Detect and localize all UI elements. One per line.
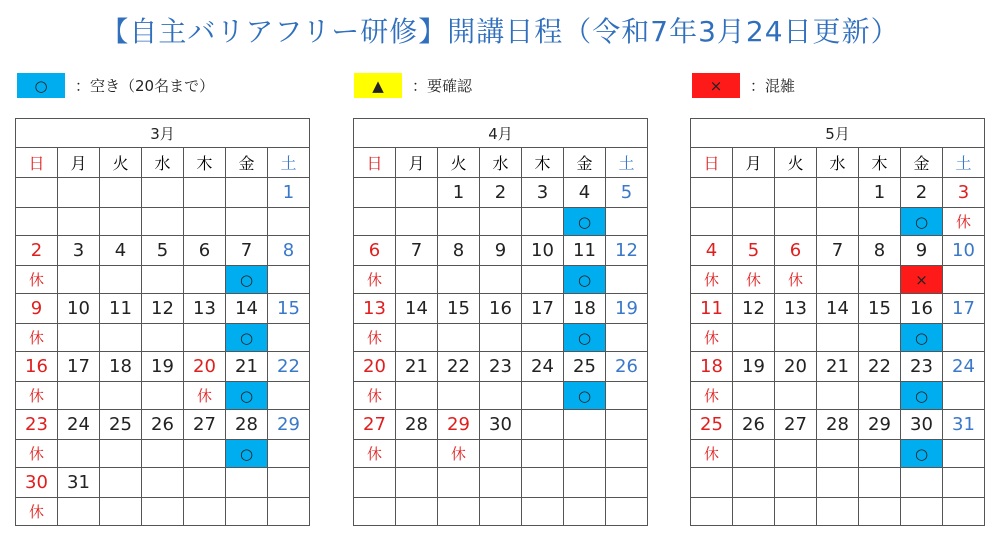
day-number bbox=[396, 178, 438, 208]
day-status bbox=[606, 266, 648, 294]
day-number: 10 bbox=[58, 294, 100, 324]
day-number: 20 bbox=[184, 352, 226, 382]
day-number: 27 bbox=[184, 410, 226, 440]
day-number: 12 bbox=[606, 236, 648, 266]
day-number: 9 bbox=[480, 236, 522, 266]
day-number: 6 bbox=[184, 236, 226, 266]
day-number: 13 bbox=[184, 294, 226, 324]
day-number: 23 bbox=[16, 410, 58, 440]
day-number: 5 bbox=[142, 236, 184, 266]
holiday-marker: 休 bbox=[354, 440, 396, 468]
weekday-header: 水 bbox=[817, 148, 859, 178]
available-slot: ○ bbox=[226, 382, 268, 410]
weekday-header: 金 bbox=[226, 148, 268, 178]
day-status bbox=[184, 498, 226, 526]
day-number: 22 bbox=[438, 352, 480, 382]
day-status bbox=[226, 498, 268, 526]
day-number: 29 bbox=[859, 410, 901, 440]
day-number: 1 bbox=[268, 178, 310, 208]
holiday-marker: 休 bbox=[691, 382, 733, 410]
available-slot: ○ bbox=[564, 266, 606, 294]
day-number: 30 bbox=[480, 410, 522, 440]
day-number: 18 bbox=[564, 294, 606, 324]
holiday-marker: 休 bbox=[438, 440, 480, 468]
available-slot: ○ bbox=[901, 440, 943, 468]
holiday-marker: 休 bbox=[943, 208, 985, 236]
day-status bbox=[184, 266, 226, 294]
day-status bbox=[733, 382, 775, 410]
day-number: 19 bbox=[142, 352, 184, 382]
day-status bbox=[268, 382, 310, 410]
day-status bbox=[396, 324, 438, 352]
weekday-header: 土 bbox=[268, 148, 310, 178]
day-number bbox=[100, 468, 142, 498]
holiday-marker: 休 bbox=[733, 266, 775, 294]
day-number: 7 bbox=[226, 236, 268, 266]
day-status bbox=[16, 208, 58, 236]
holiday-marker: 休 bbox=[354, 324, 396, 352]
day-number bbox=[859, 468, 901, 498]
day-status bbox=[606, 208, 648, 236]
weekday-header: 月 bbox=[396, 148, 438, 178]
day-number: 5 bbox=[606, 178, 648, 208]
day-status bbox=[775, 498, 817, 526]
day-status bbox=[268, 208, 310, 236]
weekday-header: 水 bbox=[480, 148, 522, 178]
day-status bbox=[396, 208, 438, 236]
day-status bbox=[142, 498, 184, 526]
day-number: 31 bbox=[58, 468, 100, 498]
day-status bbox=[817, 440, 859, 468]
weekday-header: 日 bbox=[16, 148, 58, 178]
day-number: 16 bbox=[901, 294, 943, 324]
day-number: 22 bbox=[268, 352, 310, 382]
day-status bbox=[775, 440, 817, 468]
available-slot: ○ bbox=[564, 208, 606, 236]
day-number: 18 bbox=[691, 352, 733, 382]
page-title: 【自主バリアフリー研修】開講日程（令和7年3月24日更新） bbox=[100, 15, 900, 48]
day-number: 6 bbox=[354, 236, 396, 266]
day-number: 24 bbox=[522, 352, 564, 382]
available-slot: ○ bbox=[901, 208, 943, 236]
day-status bbox=[438, 382, 480, 410]
weekday-header: 土 bbox=[606, 148, 648, 178]
day-number: 14 bbox=[396, 294, 438, 324]
day-number: 19 bbox=[606, 294, 648, 324]
legend-check-label: ：要確認 bbox=[412, 77, 473, 95]
day-number bbox=[775, 178, 817, 208]
day-number: 22 bbox=[859, 352, 901, 382]
day-number: 13 bbox=[354, 294, 396, 324]
day-status bbox=[142, 208, 184, 236]
day-status bbox=[184, 440, 226, 468]
day-number: 21 bbox=[396, 352, 438, 382]
day-number bbox=[817, 178, 859, 208]
day-status bbox=[943, 266, 985, 294]
day-number bbox=[184, 468, 226, 498]
day-number: 19 bbox=[733, 352, 775, 382]
day-number: 2 bbox=[901, 178, 943, 208]
day-status bbox=[142, 382, 184, 410]
available-slot: ○ bbox=[226, 324, 268, 352]
day-number: 4 bbox=[691, 236, 733, 266]
day-status bbox=[733, 498, 775, 526]
weekday-header: 日 bbox=[354, 148, 396, 178]
day-number: 11 bbox=[691, 294, 733, 324]
day-number: 3 bbox=[522, 178, 564, 208]
weekday-header: 月 bbox=[58, 148, 100, 178]
holiday-marker: 休 bbox=[354, 266, 396, 294]
day-status bbox=[564, 498, 606, 526]
day-number bbox=[354, 178, 396, 208]
day-number bbox=[396, 468, 438, 498]
day-number: 14 bbox=[226, 294, 268, 324]
day-status bbox=[100, 498, 142, 526]
available-slot: ○ bbox=[901, 382, 943, 410]
day-status bbox=[58, 498, 100, 526]
day-status bbox=[58, 324, 100, 352]
crowded-slot: × bbox=[901, 266, 943, 294]
day-status bbox=[733, 440, 775, 468]
available-slot: ○ bbox=[564, 324, 606, 352]
day-number bbox=[522, 410, 564, 440]
day-status bbox=[775, 208, 817, 236]
day-number: 8 bbox=[438, 236, 480, 266]
day-number bbox=[438, 468, 480, 498]
day-status bbox=[438, 498, 480, 526]
day-number: 25 bbox=[691, 410, 733, 440]
day-status bbox=[480, 208, 522, 236]
day-number: 29 bbox=[438, 410, 480, 440]
day-number: 29 bbox=[268, 410, 310, 440]
day-number: 4 bbox=[564, 178, 606, 208]
day-number: 23 bbox=[901, 352, 943, 382]
day-number: 27 bbox=[354, 410, 396, 440]
day-number: 24 bbox=[58, 410, 100, 440]
weekday-header: 木 bbox=[859, 148, 901, 178]
day-number bbox=[606, 410, 648, 440]
available-slot: ○ bbox=[901, 324, 943, 352]
day-number: 12 bbox=[142, 294, 184, 324]
day-number: 8 bbox=[859, 236, 901, 266]
weekday-header: 火 bbox=[100, 148, 142, 178]
day-number bbox=[226, 178, 268, 208]
day-status bbox=[438, 266, 480, 294]
day-number: 21 bbox=[817, 352, 859, 382]
day-status bbox=[100, 440, 142, 468]
day-status bbox=[58, 440, 100, 468]
day-status bbox=[943, 498, 985, 526]
day-number: 11 bbox=[564, 236, 606, 266]
day-status bbox=[817, 266, 859, 294]
day-number: 13 bbox=[775, 294, 817, 324]
day-number: 20 bbox=[775, 352, 817, 382]
day-number: 9 bbox=[901, 236, 943, 266]
day-status bbox=[606, 382, 648, 410]
day-number bbox=[142, 468, 184, 498]
day-number: 4 bbox=[100, 236, 142, 266]
day-status bbox=[354, 208, 396, 236]
day-number bbox=[226, 468, 268, 498]
day-status bbox=[817, 208, 859, 236]
weekday-header: 土 bbox=[943, 148, 985, 178]
day-status bbox=[354, 498, 396, 526]
day-status bbox=[859, 440, 901, 468]
day-status bbox=[733, 324, 775, 352]
day-number: 16 bbox=[16, 352, 58, 382]
day-status bbox=[396, 266, 438, 294]
day-status bbox=[396, 382, 438, 410]
holiday-marker: 休 bbox=[354, 382, 396, 410]
day-status bbox=[58, 208, 100, 236]
day-status bbox=[859, 498, 901, 526]
holiday-marker: 休 bbox=[16, 382, 58, 410]
day-number: 30 bbox=[901, 410, 943, 440]
available-slot: ○ bbox=[226, 266, 268, 294]
day-status bbox=[480, 266, 522, 294]
day-number: 3 bbox=[943, 178, 985, 208]
day-status bbox=[480, 498, 522, 526]
day-number bbox=[691, 178, 733, 208]
day-number: 7 bbox=[817, 236, 859, 266]
weekday-header: 水 bbox=[142, 148, 184, 178]
day-status bbox=[859, 382, 901, 410]
day-number: 30 bbox=[16, 468, 58, 498]
day-status bbox=[100, 266, 142, 294]
day-status bbox=[268, 266, 310, 294]
day-number: 1 bbox=[438, 178, 480, 208]
day-number bbox=[100, 178, 142, 208]
holiday-marker: 休 bbox=[691, 266, 733, 294]
day-status bbox=[268, 440, 310, 468]
weekday-header: 木 bbox=[184, 148, 226, 178]
day-number bbox=[775, 468, 817, 498]
day-number bbox=[184, 178, 226, 208]
day-number bbox=[817, 468, 859, 498]
day-status bbox=[268, 324, 310, 352]
day-status bbox=[480, 382, 522, 410]
day-number bbox=[733, 178, 775, 208]
day-status bbox=[564, 440, 606, 468]
day-number: 14 bbox=[817, 294, 859, 324]
day-status bbox=[606, 498, 648, 526]
day-number: 11 bbox=[100, 294, 142, 324]
month-header: 3月 bbox=[16, 119, 310, 148]
day-number: 15 bbox=[859, 294, 901, 324]
day-number bbox=[564, 468, 606, 498]
day-status bbox=[438, 324, 480, 352]
available-slot: ○ bbox=[226, 440, 268, 468]
day-number: 16 bbox=[480, 294, 522, 324]
day-number bbox=[354, 468, 396, 498]
day-status bbox=[817, 382, 859, 410]
day-number: 12 bbox=[733, 294, 775, 324]
day-number: 31 bbox=[943, 410, 985, 440]
holiday-marker: 休 bbox=[691, 324, 733, 352]
day-status bbox=[100, 324, 142, 352]
day-status bbox=[184, 324, 226, 352]
day-number: 18 bbox=[100, 352, 142, 382]
weekday-header: 月 bbox=[733, 148, 775, 178]
day-status bbox=[859, 208, 901, 236]
day-number bbox=[943, 468, 985, 498]
day-number: 15 bbox=[268, 294, 310, 324]
day-number: 17 bbox=[943, 294, 985, 324]
day-status bbox=[522, 498, 564, 526]
day-status bbox=[142, 440, 184, 468]
day-number: 2 bbox=[16, 236, 58, 266]
day-status bbox=[58, 266, 100, 294]
legend-available bbox=[17, 72, 214, 99]
day-status bbox=[943, 324, 985, 352]
weekday-header: 木 bbox=[522, 148, 564, 178]
holiday-marker: 休 bbox=[16, 440, 58, 468]
day-number bbox=[58, 178, 100, 208]
day-status bbox=[100, 382, 142, 410]
month-header: 5月 bbox=[691, 119, 985, 148]
day-status bbox=[943, 382, 985, 410]
day-number: 28 bbox=[396, 410, 438, 440]
day-number: 8 bbox=[268, 236, 310, 266]
day-number: 26 bbox=[142, 410, 184, 440]
day-number bbox=[901, 468, 943, 498]
weekday-header: 火 bbox=[438, 148, 480, 178]
day-number: 26 bbox=[733, 410, 775, 440]
day-status bbox=[142, 324, 184, 352]
day-number bbox=[480, 468, 522, 498]
day-number: 17 bbox=[58, 352, 100, 382]
day-status bbox=[396, 440, 438, 468]
day-status bbox=[943, 440, 985, 468]
day-status bbox=[859, 324, 901, 352]
day-status bbox=[226, 208, 268, 236]
day-status bbox=[142, 266, 184, 294]
day-status bbox=[480, 440, 522, 468]
day-number: 7 bbox=[396, 236, 438, 266]
day-status bbox=[901, 498, 943, 526]
day-number: 10 bbox=[522, 236, 564, 266]
day-number: 10 bbox=[943, 236, 985, 266]
day-status bbox=[58, 382, 100, 410]
day-status bbox=[522, 382, 564, 410]
holiday-marker: 休 bbox=[16, 324, 58, 352]
day-number bbox=[691, 468, 733, 498]
day-number bbox=[522, 468, 564, 498]
day-number: 28 bbox=[817, 410, 859, 440]
holiday-marker: 休 bbox=[184, 382, 226, 410]
crowded-swatch: × bbox=[692, 73, 740, 98]
day-status bbox=[775, 324, 817, 352]
day-status bbox=[522, 440, 564, 468]
check-swatch: ▲ bbox=[354, 73, 402, 98]
day-status bbox=[268, 498, 310, 526]
calendar-april bbox=[353, 118, 648, 526]
legend-crowded-label: ：混雑 bbox=[750, 77, 796, 95]
holiday-marker: 休 bbox=[691, 440, 733, 468]
day-status bbox=[184, 208, 226, 236]
available-slot: ○ bbox=[564, 382, 606, 410]
day-number bbox=[606, 468, 648, 498]
day-number: 3 bbox=[58, 236, 100, 266]
day-number: 2 bbox=[480, 178, 522, 208]
day-status bbox=[438, 208, 480, 236]
holiday-marker: 休 bbox=[16, 266, 58, 294]
legend-crowded bbox=[692, 72, 795, 99]
day-number: 21 bbox=[226, 352, 268, 382]
day-number: 26 bbox=[606, 352, 648, 382]
available-swatch: ○ bbox=[17, 73, 65, 98]
day-status bbox=[480, 324, 522, 352]
day-number: 25 bbox=[100, 410, 142, 440]
calendar-may bbox=[690, 118, 985, 526]
day-status bbox=[100, 208, 142, 236]
day-status bbox=[606, 440, 648, 468]
month-header: 4月 bbox=[354, 119, 648, 148]
day-status bbox=[522, 324, 564, 352]
weekday-header: 金 bbox=[564, 148, 606, 178]
day-status bbox=[859, 266, 901, 294]
day-status bbox=[522, 266, 564, 294]
day-number bbox=[142, 178, 184, 208]
day-status bbox=[817, 324, 859, 352]
day-number: 28 bbox=[226, 410, 268, 440]
day-number: 17 bbox=[522, 294, 564, 324]
day-status bbox=[522, 208, 564, 236]
day-number: 27 bbox=[775, 410, 817, 440]
day-number bbox=[564, 410, 606, 440]
day-status bbox=[691, 498, 733, 526]
legend-check bbox=[354, 72, 472, 99]
day-status bbox=[775, 382, 817, 410]
day-number: 23 bbox=[480, 352, 522, 382]
day-number bbox=[16, 178, 58, 208]
day-status bbox=[817, 498, 859, 526]
day-number: 1 bbox=[859, 178, 901, 208]
weekday-header: 日 bbox=[691, 148, 733, 178]
day-number: 9 bbox=[16, 294, 58, 324]
day-status bbox=[396, 498, 438, 526]
day-number: 25 bbox=[564, 352, 606, 382]
weekday-header: 火 bbox=[775, 148, 817, 178]
day-number: 20 bbox=[354, 352, 396, 382]
day-number: 6 bbox=[775, 236, 817, 266]
holiday-marker: 休 bbox=[775, 266, 817, 294]
day-number: 24 bbox=[943, 352, 985, 382]
day-status bbox=[691, 208, 733, 236]
day-status bbox=[733, 208, 775, 236]
weekday-header: 金 bbox=[901, 148, 943, 178]
holiday-marker: 休 bbox=[16, 498, 58, 526]
day-number: 15 bbox=[438, 294, 480, 324]
calendar-march bbox=[15, 118, 310, 526]
day-number bbox=[268, 468, 310, 498]
day-number: 5 bbox=[733, 236, 775, 266]
day-number bbox=[733, 468, 775, 498]
legend-available-label: ：空き（20名まで） bbox=[75, 77, 215, 95]
day-status bbox=[606, 324, 648, 352]
